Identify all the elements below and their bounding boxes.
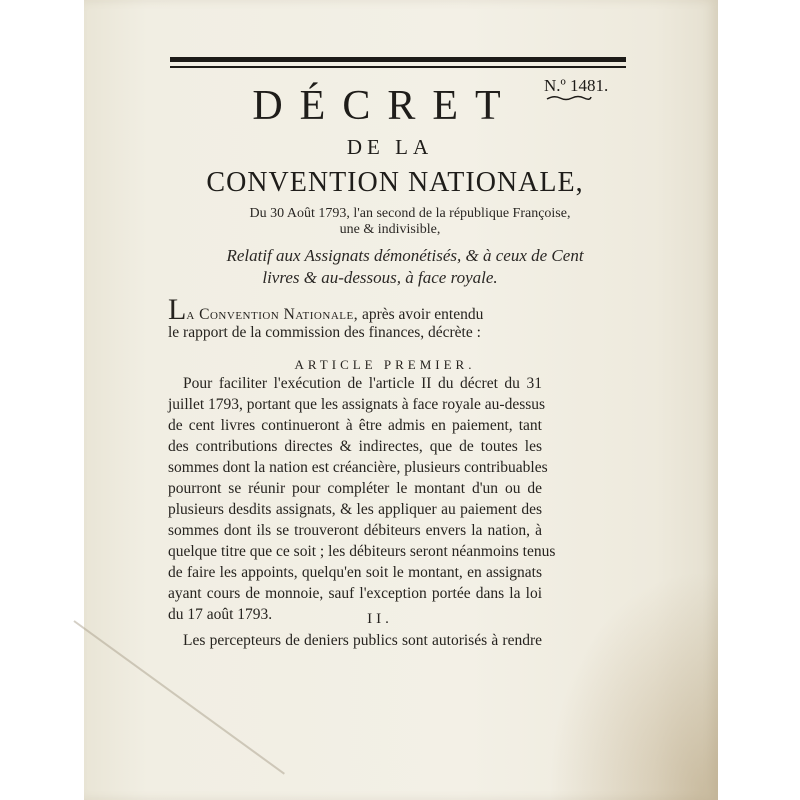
document-number: N.º 1481. — [544, 76, 609, 95]
subject-line-2: livres & au-dessous, à face royale. — [262, 268, 498, 287]
paragraph-line: de cent livres continueront à être admis en paiement, tant — [168, 417, 542, 434]
convention-heading: CONVENTION NATIONALE, — [206, 167, 584, 198]
intro-line-1 — [168, 293, 542, 326]
paragraph-line: Les percepteurs de deniers publics sont autorisés à rendre — [183, 632, 542, 649]
header-rule-thin — [170, 66, 626, 68]
header-rule-thick — [170, 57, 626, 62]
paragraph-line: quelque titre que ce soit ; les débiteurs seront néanmoins tenus — [168, 543, 556, 560]
intro-convention-name: a Convention Nationale, — [186, 306, 359, 323]
paragraph-line: de faire les appoints, quelqu'en soit le montant, en assignats — [168, 564, 542, 581]
paragraph-line: pourront se réunir pour compléter le montant d'un ou de — [168, 480, 542, 497]
paragraph-line: sommes dont ils se trouveront débiteurs envers la nation, à — [168, 522, 542, 539]
intro-rest: après avoir entendu — [358, 306, 484, 323]
decree-subtitle-de-la: DE LA — [346, 135, 434, 159]
section-two-heading: II. — [367, 611, 393, 627]
paragraph-line: ayant cours de monnoie, sauf l'exception portée dans la loi — [168, 585, 542, 602]
date-line-1: Du 30 Août 1793, l'an second de la république Françoise, — [249, 206, 571, 221]
paragraph-line: sommes dont la nation est créancière, plusieurs contribuables — [168, 459, 548, 476]
paragraph-line: plusieurs desdits assignats, & les appliquer au paiement des — [168, 501, 542, 518]
paragraph-line: des contributions directes & indirectes, que de toutes les — [168, 438, 542, 455]
subject-line-1: Relatif aux Assignats démonétisés, & à ceux de Cent — [226, 246, 584, 265]
decree-title: DÉCRET — [252, 83, 518, 129]
intro-line-2: le rapport de la commission des finances, décrète : — [168, 324, 481, 341]
article-heading: ARTICLE PREMIER. — [294, 357, 476, 372]
paragraph-line: juillet 1793, portant que les assignats à face royale au-dessus — [168, 396, 546, 413]
age-stain — [548, 570, 718, 800]
paragraph-line: Pour faciliter l'exécution de l'article II du décret du 31 — [183, 375, 542, 392]
date-line-2: une & indivisible, — [339, 222, 441, 237]
drop-initial: L — [168, 293, 187, 326]
paragraph-line: du 17 août 1793. — [168, 606, 273, 623]
